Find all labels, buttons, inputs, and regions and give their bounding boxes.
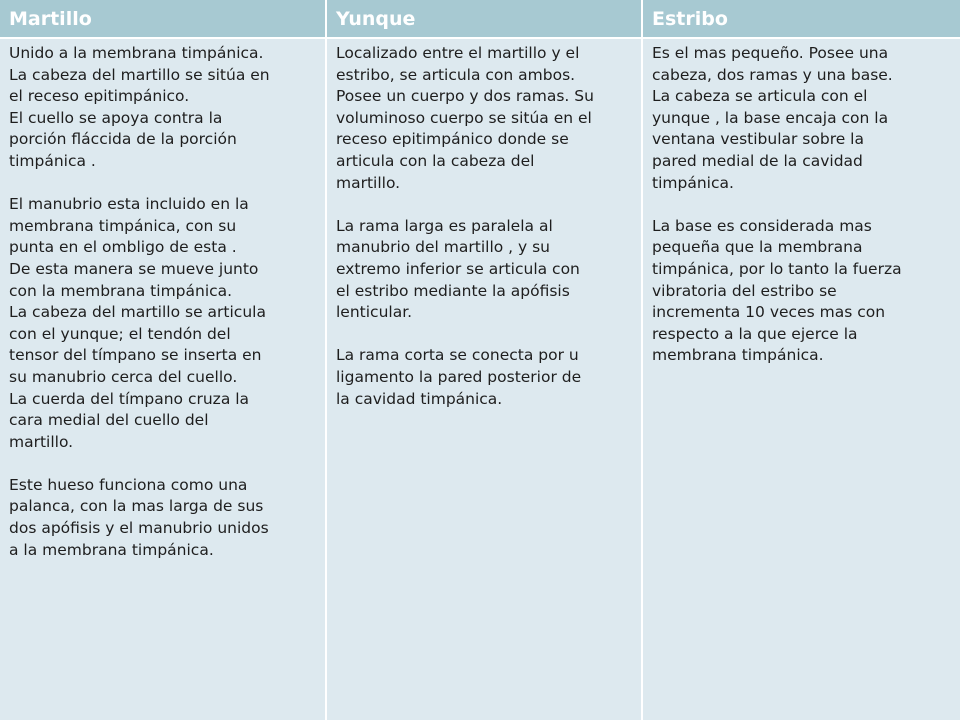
text-line: dos apófisis y el manubrio unidos <box>9 519 269 538</box>
text-line: palanca, con la mas larga de sus <box>9 497 264 516</box>
text-line: a la membrana timpánica. <box>9 540 214 559</box>
text-line: porción fláccida de la porción <box>9 130 237 149</box>
text-line: receso epitimpánico donde se <box>336 130 569 149</box>
text-line: con la membrana timpánica. <box>9 281 233 300</box>
text-line: timpánica, por lo tanto la fuerza <box>652 259 902 278</box>
paragraph <box>336 216 633 324</box>
header-estribo: Estribo <box>642 0 960 38</box>
text-line: timpánica. <box>652 173 734 192</box>
text-line: el estribo mediante la apófisis <box>336 281 570 300</box>
header-yunque: Yunque <box>326 0 642 38</box>
text-line: su manubrio cerca del cuello. <box>9 367 238 386</box>
text-line: ligamento la pared posterior de <box>336 367 582 386</box>
text-line: Unido a la membrana timpánica. <box>9 44 264 62</box>
paragraph <box>336 43 633 194</box>
text-line: pared medial de la cavidad <box>652 151 863 170</box>
text-line: La rama corta se conecta por u <box>336 346 579 365</box>
body-row <box>0 38 960 720</box>
text-line: La cabeza del martillo se sitúa en <box>9 65 270 84</box>
paragraph <box>9 43 317 173</box>
text-line: respecto a la que ejerce la <box>652 324 858 343</box>
text-line: articula con la cabeza del <box>336 151 535 170</box>
text-line: tensor del tímpano se inserta en <box>9 346 262 365</box>
text-line: La cabeza del martillo se articula <box>9 303 266 322</box>
text-line: La base es considerada mas <box>652 216 872 235</box>
text-line: vibratoria del estribo se <box>652 281 837 300</box>
paragraph <box>9 475 317 561</box>
paragraph <box>652 216 952 367</box>
text-line: La rama larga es paralela al <box>336 216 553 235</box>
yunque-description <box>336 43 633 410</box>
text-line: Posee un cuerpo y dos ramas. Su <box>336 87 594 106</box>
text-line: punta en el ombligo de esta . <box>9 238 237 257</box>
text-line: lenticular. <box>336 303 413 322</box>
text-line: ventana vestibular sobre la <box>652 130 864 149</box>
text-line: yunque , la base encaja con la <box>652 108 889 127</box>
text-line: voluminoso cuerpo se sitúa en el <box>336 108 592 127</box>
text-line: incrementa 10 veces mas con <box>652 303 886 322</box>
text-line: Este hueso funciona como una <box>9 475 248 494</box>
text-line: pequeña que la membrana <box>652 238 863 257</box>
text-line: cara medial del cuello del <box>9 411 209 430</box>
text-line: cabeza, dos ramas y una base. <box>652 65 893 84</box>
text-line: estribo, se articula con ambos. <box>336 65 576 84</box>
text-line: El cuello se apoya contra la <box>9 108 223 127</box>
text-line: membrana timpánica, con su <box>9 216 237 235</box>
text-line: martillo. <box>336 173 401 192</box>
text-line: Es el mas pequeño. Posee una <box>652 44 889 62</box>
text-line: la cavidad timpánica. <box>336 389 503 408</box>
cell-yunque <box>326 38 642 720</box>
text-line: martillo. <box>9 432 74 451</box>
cell-martillo <box>0 38 326 720</box>
text-line: La cabeza se articula con el <box>652 87 868 106</box>
text-line: timpánica . <box>9 151 96 170</box>
paragraph <box>9 194 317 453</box>
text-line: manubrio del martillo , y su <box>336 238 551 257</box>
text-line: De esta manera se mueve junto <box>9 259 259 278</box>
martillo-description <box>9 43 317 561</box>
estribo-description <box>652 43 952 367</box>
text-line: La cuerda del tímpano cruza la <box>9 389 250 408</box>
paragraph <box>336 345 633 410</box>
text-line: membrana timpánica. <box>652 346 824 365</box>
text-line: Localizado entre el martillo y el <box>336 44 580 62</box>
text-line: El manubrio esta incluido en la <box>9 195 249 214</box>
paragraph <box>652 43 952 194</box>
header-martillo: Martillo <box>0 0 326 38</box>
text-line: con el yunque; el tendón del <box>9 324 231 343</box>
text-line: extremo inferior se articula con <box>336 259 580 278</box>
header-row <box>0 0 960 38</box>
cell-estribo <box>642 38 960 720</box>
text-line: el receso epitimpánico. <box>9 87 190 106</box>
